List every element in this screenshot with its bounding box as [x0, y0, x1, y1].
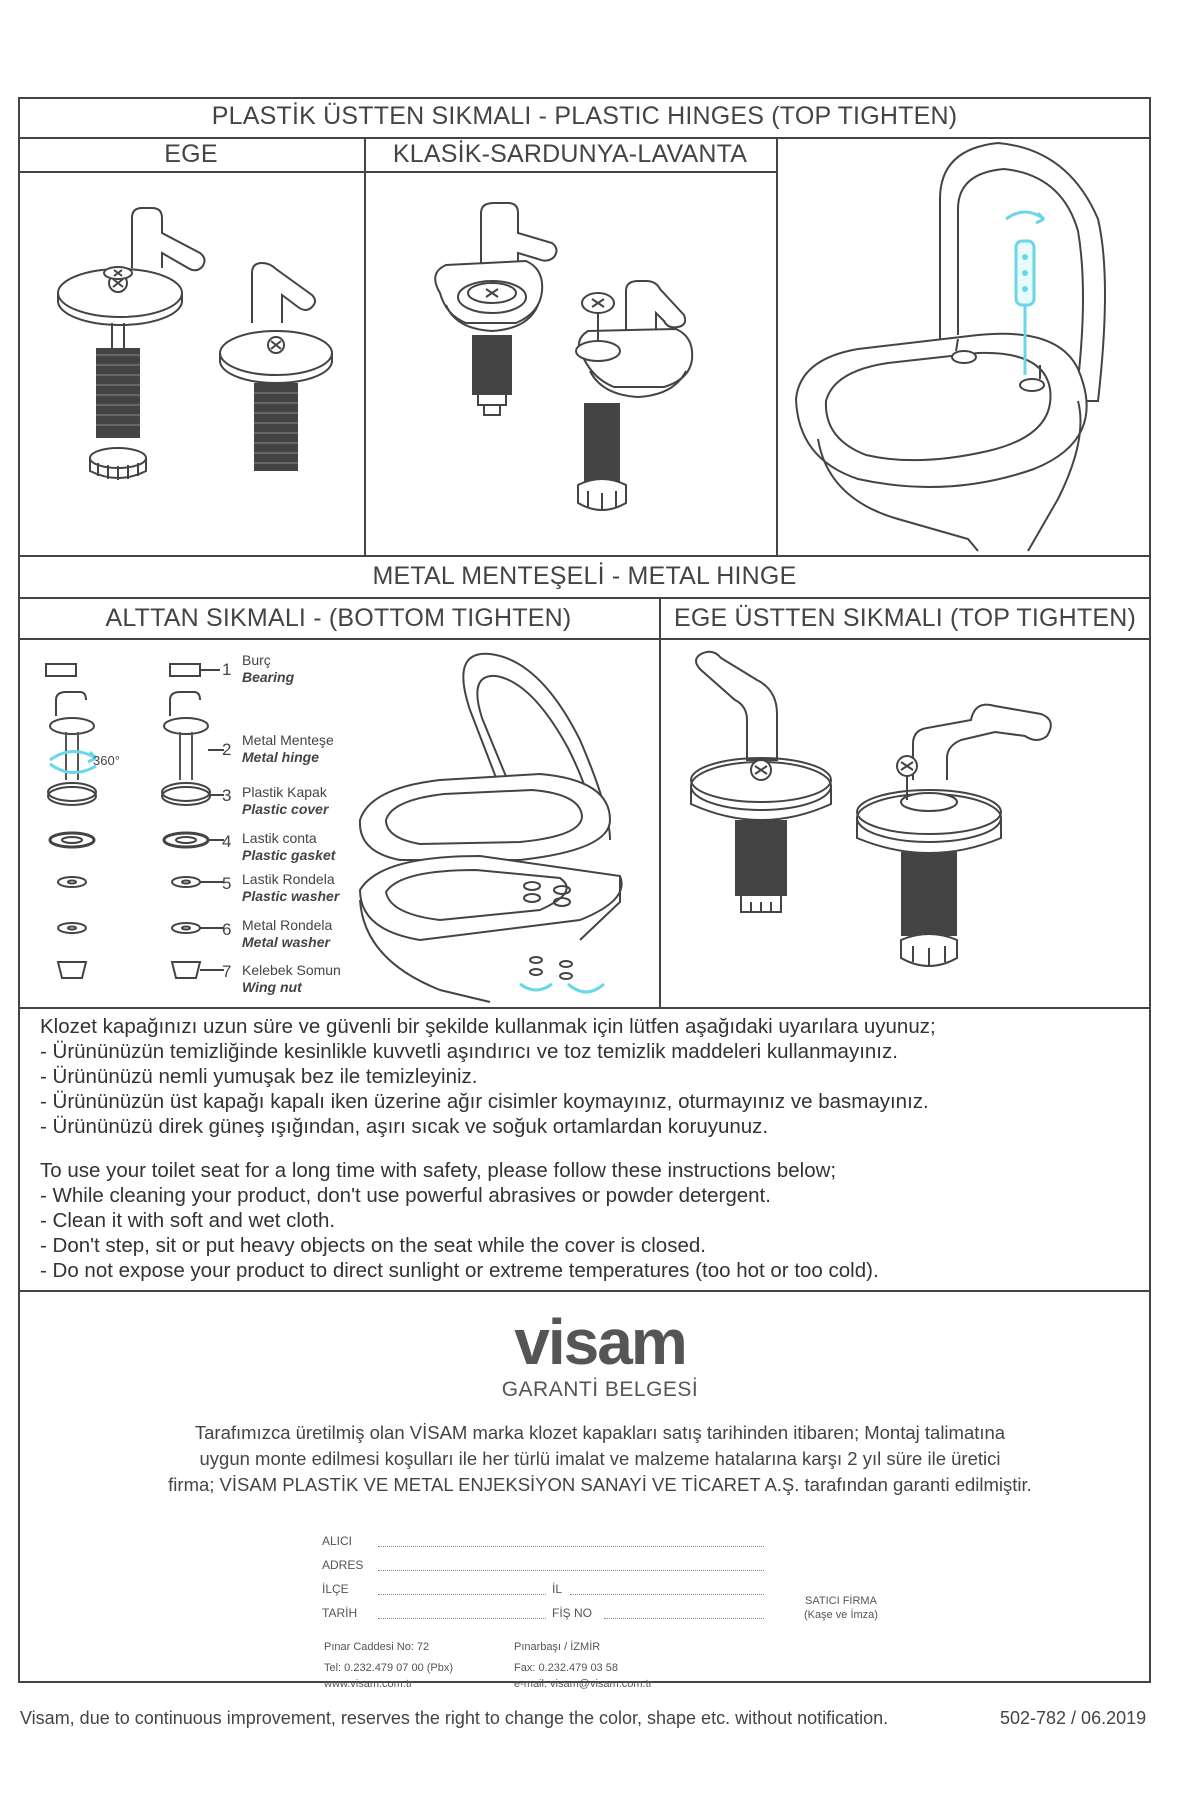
part-number: 7: [222, 962, 232, 981]
part-number: 6: [222, 920, 232, 939]
bottom-tighten-header: ALTTAN SIKMALI - (BOTTOM TIGHTEN): [105, 604, 572, 632]
ege-metal-hinge-illustration: [661, 640, 1149, 1005]
part-number: 3: [222, 786, 232, 805]
ege-hinge-illustration: [20, 173, 362, 553]
contact-tel: Tel: 0.232.479 07 00 (Pbx): [324, 1662, 454, 1674]
divider: [18, 1290, 1151, 1292]
divider: [18, 597, 1151, 599]
form-label-fis-no: FİŞ NO: [552, 1606, 593, 1620]
visam-logo: visam: [514, 1306, 686, 1378]
part-number: 1: [222, 660, 232, 679]
divider: [18, 555, 1151, 557]
contact-email[interactable]: e-mail: visam@visam.com.tr: [514, 1678, 653, 1690]
form-field-fis-no[interactable]: [604, 1618, 764, 1619]
toilet-top-tighten-illustration: [778, 139, 1149, 553]
plastic-hinges-title: PLASTİK ÜSTTEN SIKMALI - PLASTIC HINGES (TOP TIGHTEN): [211, 102, 958, 130]
contact-address: Pınar Caddesi No: 72: [324, 1641, 430, 1653]
part-label-plastic-cover: Plastik Kapak Plastic cover: [242, 784, 329, 817]
klasik-header: KLASİK-SARDUNYA-LAVANTA: [392, 140, 748, 168]
part-label-plastic-gasket: Lastik conta Plastic gasket: [242, 830, 336, 863]
part-number: 2: [222, 740, 232, 759]
contact-fax: Fax: 0.232.479 03 58: [514, 1662, 618, 1674]
ege-header: EGE: [164, 140, 218, 168]
form-field-alici[interactable]: [378, 1546, 764, 1547]
seller-label: SATICI FİRMA (Kaşe ve İmza): [804, 1595, 878, 1621]
footer-notice: Visam, due to continuous improvement, reserves the right to change the color, shape etc. without notification.: [20, 1708, 889, 1728]
metal-hinge-title: METAL MENTEŞELİ - METAL HINGE: [372, 562, 797, 590]
bearing-part: [46, 664, 76, 676]
part-number: 4: [222, 832, 232, 851]
form-field-adres[interactable]: [378, 1570, 764, 1571]
part-label-bearing: Burç Bearing: [242, 652, 295, 685]
warranty-text: Tarafımızca üretilmiş olan VİSAM marka klozet kapakları satış tarihinden itibaren; Montaj talimatına uygun monte edilmesi koşulları ile her türlü imalat ve malzeme hatalarına karşı 2 yıl süre ile üretici firma; VİSAM PLASTİK VE METAL ENJEKSİYON SANAYİ VE TİCARET A.Ş. tarafından garanti edilmiştir.: [168, 1422, 1032, 1495]
rotation-label: 360°: [93, 753, 120, 768]
form-label-il: İL: [552, 1582, 563, 1596]
part-label-plastic-washer: Lastik Rondela Plastic washer: [242, 871, 340, 904]
form-field-ilce[interactable]: [378, 1594, 546, 1595]
divider: [18, 1007, 1151, 1009]
form-field-tarih[interactable]: [378, 1618, 546, 1619]
form-label-alici: ALICI: [322, 1534, 353, 1548]
contact-web[interactable]: www.visam.com.tr: [324, 1678, 413, 1690]
part-label-wing-nut: Kelebek Somun Wing nut: [242, 962, 341, 995]
ege-top-tighten-header: EGE ÜSTTEN SIKMALI (TOP TIGHTEN): [673, 604, 1137, 632]
form-label-adres: ADRES: [322, 1558, 364, 1572]
part-number: 5: [222, 874, 232, 893]
warranty-title: GARANTİ BELGESİ: [501, 1378, 699, 1401]
bottom-tighten-illustration: [20, 640, 658, 1005]
form-label-ilce: İLÇE: [322, 1582, 349, 1596]
contact-city: Pınarbaşı / İZMİR: [514, 1641, 601, 1653]
instructions-english: To use your toilet seat for a long time with safety, please follow these instructions below; - While cleaning your product, don't use powerful abrasives or powder detergent. - Clean it with soft and wet cloth. - Don't step, sit or put heavy objects on the seat while the cover is closed. - Do not expose your product to direct sunlight or extreme temperatures (too hot or too cold).: [40, 1159, 879, 1282]
part-label-metal-washer: Metal Rondela Metal washer: [242, 917, 333, 950]
part-label-metal-hinge: Metal Menteşe Metal hinge: [242, 732, 334, 765]
form-label-tarih: TARİH: [322, 1606, 358, 1620]
form-field-il[interactable]: [570, 1594, 764, 1595]
document-code: 502-782 / 06.2019: [1000, 1708, 1147, 1728]
klasik-hinge-illustration: [366, 173, 774, 553]
instructions-turkish: Klozet kapağınızı uzun süre ve güvenli bir şekilde kullanmak için lütfen aşağıdaki uyarılara uyunuz; - Ürününüzün temizliğinde kesinlikle kuvvetli aşındırıcı ve toz temizlik maddeleri kullanmayınız. - Ürününüzü nemli yumuşak bez ile temizleyiniz. - Ürününüzün üst kapağı kapalı iken üzerine ağır cisimler koymayınız, oturmayınız ve basmayınız. - Ürününüzü direk güneş ışığından, aşırı sıcak ve soğuk ortamlardan koruyunuz.: [40, 1015, 936, 1138]
